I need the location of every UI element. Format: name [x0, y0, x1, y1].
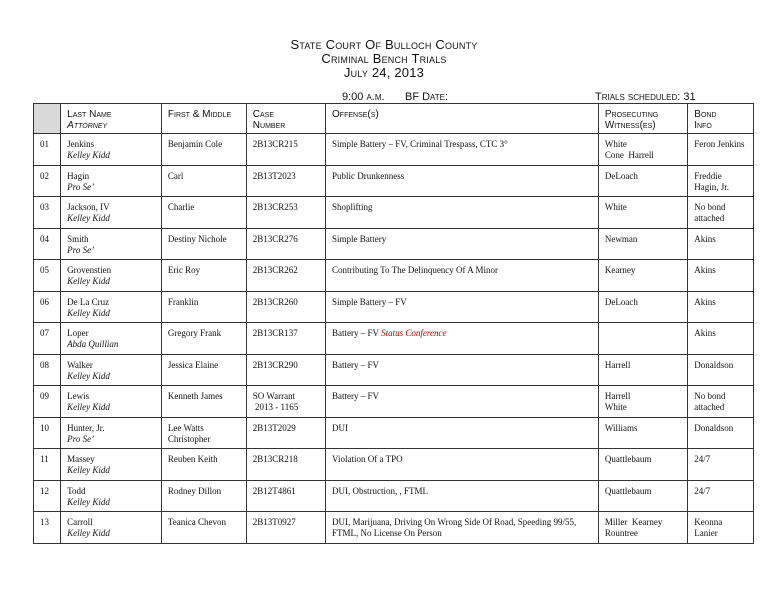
witness-name: Newman: [604, 233, 638, 244]
header-bond: [688, 104, 754, 134]
attorney-name: Abda Quillian: [67, 339, 119, 349]
bond-info: Donaldson: [694, 359, 734, 370]
offense-cell: [326, 354, 599, 386]
header-case-label-1: Case: [252, 109, 275, 120]
table-row: [34, 449, 754, 481]
offense-cell: [326, 323, 599, 355]
offense-cell: [326, 260, 599, 292]
case-number-cell: [246, 323, 325, 355]
first-middle-name: Carl: [167, 170, 184, 181]
defendant-last-name: Massey: [67, 454, 95, 464]
witness-cell: [598, 354, 687, 386]
table-row: [34, 134, 754, 166]
defendant-cell: [61, 228, 162, 260]
bf-date-label: BF Date:: [405, 91, 449, 103]
bond-info-2: attached: [694, 213, 725, 223]
defendant-last-name: Smith: [67, 233, 89, 244]
first-middle-cell: [161, 512, 246, 544]
first-middle-name: Gregory Frank: [167, 328, 222, 338]
defendant-cell: [61, 260, 162, 292]
header-attorney-label: Attorney: [67, 120, 108, 131]
defendant-last-name: Jackson, IV: [67, 202, 110, 212]
bond-info-2: Hagin, Jr.: [694, 181, 730, 192]
attorney-name: Pro Se’: [67, 433, 95, 444]
bond-info: Feron Jenkins: [694, 139, 745, 149]
defendant-cell: [61, 197, 162, 229]
bond-cell: [688, 354, 754, 386]
witness-cell: [598, 449, 687, 481]
attorney-name: Kelley Kidd: [67, 528, 110, 538]
row-number: 03: [34, 197, 61, 229]
bond-cell: [688, 323, 754, 355]
bond-info: Akins: [694, 328, 716, 338]
witness-name: Williams: [604, 422, 638, 433]
table-row: [34, 354, 754, 386]
row-number: 02: [34, 165, 61, 197]
defendant-cell: [61, 512, 162, 544]
attorney-name: Kelley Kidd: [67, 307, 110, 318]
row-number: 05: [34, 260, 61, 292]
table-row: [34, 228, 754, 260]
offense-text: Public Drunkenness: [332, 170, 405, 181]
bond-info: Freddie: [694, 170, 722, 181]
first-middle-name: Rodney Dillon: [167, 485, 222, 496]
offense-text: Battery – FV: [332, 359, 380, 370]
status-note: Status Conference: [381, 328, 447, 338]
trials-table: [33, 103, 754, 544]
attorney-name: Kelley Kidd: [67, 402, 110, 412]
table-row: [34, 291, 754, 323]
row-number: 06: [34, 291, 61, 323]
offense-cell: [326, 197, 599, 229]
table-header-row: [34, 104, 754, 134]
bond-cell: [688, 449, 754, 481]
offense-cell: [326, 449, 599, 481]
bond-info: Akins: [694, 296, 716, 307]
bond-cell: [688, 512, 754, 544]
header-offense: Offense(s): [326, 104, 599, 134]
offense-cell: [326, 228, 599, 260]
table-row: [34, 512, 754, 544]
case-number: 2B13CR218: [252, 454, 298, 464]
defendant-cell: [61, 386, 162, 418]
table-row: [34, 323, 754, 355]
offense-text: Simple Battery: [332, 233, 387, 244]
bond-info: 24/7: [694, 454, 711, 464]
table-row: [34, 197, 754, 229]
header-bond-label-1: Bond: [694, 109, 717, 120]
offense-text: Simple Battery – FV: [332, 296, 407, 307]
witness-name: DeLoach: [604, 170, 638, 181]
case-number: 2B13T2029: [252, 422, 296, 433]
case-number: 2B13CR260: [252, 296, 298, 307]
first-middle-name: Benjamin Cole: [167, 139, 223, 149]
witness-cell: [598, 260, 687, 292]
offense-text: Battery – FV: [332, 328, 379, 338]
offense-text: DUI, Marijuana, Driving On Wrong Side Of Road, Speeding 99/55, FTML, No License On Person: [332, 517, 577, 538]
bond-info: 24/7: [694, 485, 711, 496]
case-number: 2B13CR290: [252, 359, 298, 370]
offense-text: DUI: [332, 422, 349, 433]
offense-cell: [326, 480, 599, 512]
first-middle-name: Eric Roy: [167, 265, 201, 275]
case-number-cell: [246, 512, 325, 544]
first-middle-cell: [161, 323, 246, 355]
witness-name: Miller Kearney: [604, 517, 663, 527]
defendant-last-name: Jenkins: [67, 139, 95, 149]
attorney-name: Kelley Kidd: [67, 276, 110, 286]
bond-info: Keonna: [694, 517, 723, 527]
first-middle-name: Charlie: [167, 202, 195, 212]
header-last-name-label: Last Name: [67, 109, 112, 120]
header-number: [34, 104, 61, 134]
first-middle-name: Franklin: [167, 296, 199, 307]
case-number: 2B13CR253: [252, 202, 298, 212]
header-last-name: [61, 104, 162, 134]
header-bond-label-2: Info: [694, 120, 712, 131]
row-number: 09: [34, 386, 61, 418]
witness-cell: [598, 323, 687, 355]
first-middle-cell: [161, 134, 246, 166]
trial-time: 9:00 a.m.: [342, 91, 385, 103]
bond-info: No bond: [694, 202, 726, 212]
bond-cell: [688, 291, 754, 323]
witness-name-2: Cone Harrell: [604, 150, 654, 160]
defendant-cell: [61, 449, 162, 481]
header-witness: [598, 104, 687, 134]
witness-name: Kearney: [604, 265, 636, 275]
header-case-number: [246, 104, 325, 134]
defendant-cell: [61, 323, 162, 355]
offense-text: DUI, Obstruction, , FTML: [332, 485, 429, 496]
bond-cell: [688, 228, 754, 260]
case-number-cell: [246, 417, 325, 449]
witness-cell: [598, 134, 687, 166]
first-middle-name: Reuben Keith: [167, 454, 218, 464]
bond-info: Akins: [694, 265, 716, 275]
table-row: [34, 165, 754, 197]
bond-info-2: Lanier: [694, 528, 718, 538]
case-number: SO Warrant: [252, 391, 296, 401]
defendant-last-name: Carroll: [67, 517, 93, 527]
witness-name: DeLoach: [604, 296, 638, 307]
bond-cell: [688, 480, 754, 512]
row-number: 10: [34, 417, 61, 449]
case-number: 2B12T4861: [252, 485, 296, 496]
witness-name: White: [604, 202, 627, 212]
witness-name: White: [604, 139, 627, 149]
attorney-name: Kelley Kidd: [67, 370, 110, 381]
bond-cell: [688, 260, 754, 292]
bond-cell: [688, 165, 754, 197]
defendant-cell: [61, 354, 162, 386]
table-row: [34, 386, 754, 418]
first-middle-cell: [161, 228, 246, 260]
defendant-last-name: Loper: [67, 328, 89, 338]
first-middle-cell: [161, 354, 246, 386]
witness-name-2: Rountree: [604, 528, 638, 538]
witness-cell: [598, 417, 687, 449]
offense-cell: [326, 417, 599, 449]
first-middle-cell: [161, 197, 246, 229]
defendant-last-name: De La Cruz: [67, 296, 110, 307]
offense-text: Violation Of a TPO: [332, 454, 403, 464]
trial-date: July 24, 2013: [343, 65, 425, 80]
bond-cell: [688, 197, 754, 229]
witness-cell: [598, 480, 687, 512]
header-case-label-2: Number: [252, 120, 286, 131]
header-witness-label-2: Witness(es): [604, 120, 656, 131]
bond-info: No bond: [694, 391, 726, 401]
offense-text: Battery – FV: [332, 391, 380, 401]
offense-cell: [326, 165, 599, 197]
defendant-last-name: Hagin: [67, 170, 90, 181]
row-number: 04: [34, 228, 61, 260]
first-middle-name: Kenneth James: [167, 391, 223, 401]
attorney-name: Pro Se’: [67, 244, 95, 255]
witness-name: Harrell: [604, 391, 631, 401]
case-number-cell: [246, 134, 325, 166]
bond-cell: [688, 134, 754, 166]
first-middle-name: Teanica Chevon: [167, 517, 227, 527]
witness-cell: [598, 291, 687, 323]
case-number: 2B13T2023: [252, 170, 296, 181]
row-number: 08: [34, 354, 61, 386]
bond-cell: [688, 417, 754, 449]
witness-name-2: White: [604, 402, 627, 412]
witness-cell: [598, 165, 687, 197]
case-number-cell: [246, 260, 325, 292]
defendant-last-name: Lewis: [67, 391, 90, 401]
witness-cell: [598, 197, 687, 229]
defendant-last-name: Hunter, Jr.: [67, 422, 105, 433]
case-number: 2B13CR137: [252, 328, 298, 338]
first-middle-cell: [161, 417, 246, 449]
case-number-cell: [246, 354, 325, 386]
offense-cell: [326, 291, 599, 323]
header-first-middle: First & Middle: [161, 104, 246, 134]
first-middle-name: Lee Watts: [167, 422, 204, 433]
table-row: [34, 260, 754, 292]
offense-text: Contributing To The Delinquency Of A Minor: [332, 265, 499, 275]
header-witness-label-1: Prosecuting: [604, 109, 659, 120]
offense-cell: [326, 512, 599, 544]
case-number-cell: [246, 197, 325, 229]
first-middle-cell: [161, 386, 246, 418]
table-row: [34, 417, 754, 449]
court-name: State Court Of Bulloch County: [290, 37, 478, 52]
row-number: 07: [34, 323, 61, 355]
witness-cell: [598, 228, 687, 260]
witness-name: Quattlebaum: [604, 485, 652, 496]
first-middle-cell: [161, 260, 246, 292]
first-middle-name-2: Christopher: [167, 433, 211, 444]
case-number-cell: [246, 228, 325, 260]
case-number: 2B13T0927: [252, 517, 296, 527]
trials-scheduled: Trials scheduled: 31: [595, 91, 696, 103]
document-title: Criminal Bench Trials: [321, 51, 447, 66]
row-number: 13: [34, 512, 61, 544]
defendant-cell: [61, 291, 162, 323]
case-number: 2B13CR215: [252, 139, 298, 149]
offense-text: Simple Battery – FV, Criminal Trespass, CTC 3°: [332, 139, 508, 149]
first-middle-cell: [161, 165, 246, 197]
attorney-name: Kelley Kidd: [67, 213, 110, 223]
attorney-name: Kelley Kidd: [67, 496, 110, 507]
case-number-cell: [246, 449, 325, 481]
first-middle-cell: [161, 291, 246, 323]
row-number: 01: [34, 134, 61, 166]
case-number-cell: [246, 291, 325, 323]
attorney-name: Kelley Kidd: [67, 465, 110, 475]
case-number-2: 2013 - 1165: [252, 402, 299, 412]
defendant-cell: [61, 480, 162, 512]
defendant-last-name: Walker: [67, 359, 93, 370]
bond-info: Akins: [694, 233, 716, 244]
case-number-cell: [246, 165, 325, 197]
bond-info: Donaldson: [694, 422, 734, 433]
case-number-cell: [246, 386, 325, 418]
offense-cell: [326, 386, 599, 418]
defendant-last-name: Grovenstien: [67, 265, 112, 275]
witness-name: Harrell: [604, 359, 631, 370]
witness-cell: [598, 512, 687, 544]
first-middle-name: Destiny Nichole: [167, 233, 227, 244]
first-middle-cell: [161, 449, 246, 481]
offense-text: Shoplifting: [332, 202, 373, 212]
row-number: 11: [34, 449, 61, 481]
row-number: 12: [34, 480, 61, 512]
defendant-cell: [61, 417, 162, 449]
defendant-cell: [61, 134, 162, 166]
attorney-name: Pro Se’: [67, 181, 95, 192]
witness-cell: [598, 386, 687, 418]
defendant-last-name: Todd: [67, 485, 86, 496]
first-middle-name: Jessica Elaine: [167, 359, 219, 370]
bond-cell: [688, 386, 754, 418]
table-row: [34, 480, 754, 512]
defendant-cell: [61, 165, 162, 197]
case-number-cell: [246, 480, 325, 512]
bond-info-2: attached: [694, 402, 725, 412]
witness-name: Quattlebaum: [604, 454, 652, 464]
case-number: 2B13CR262: [252, 265, 298, 275]
first-middle-cell: [161, 480, 246, 512]
offense-cell: [326, 134, 599, 166]
attorney-name: Kelley Kidd: [67, 150, 110, 160]
case-number: 2B13CR276: [252, 233, 298, 244]
